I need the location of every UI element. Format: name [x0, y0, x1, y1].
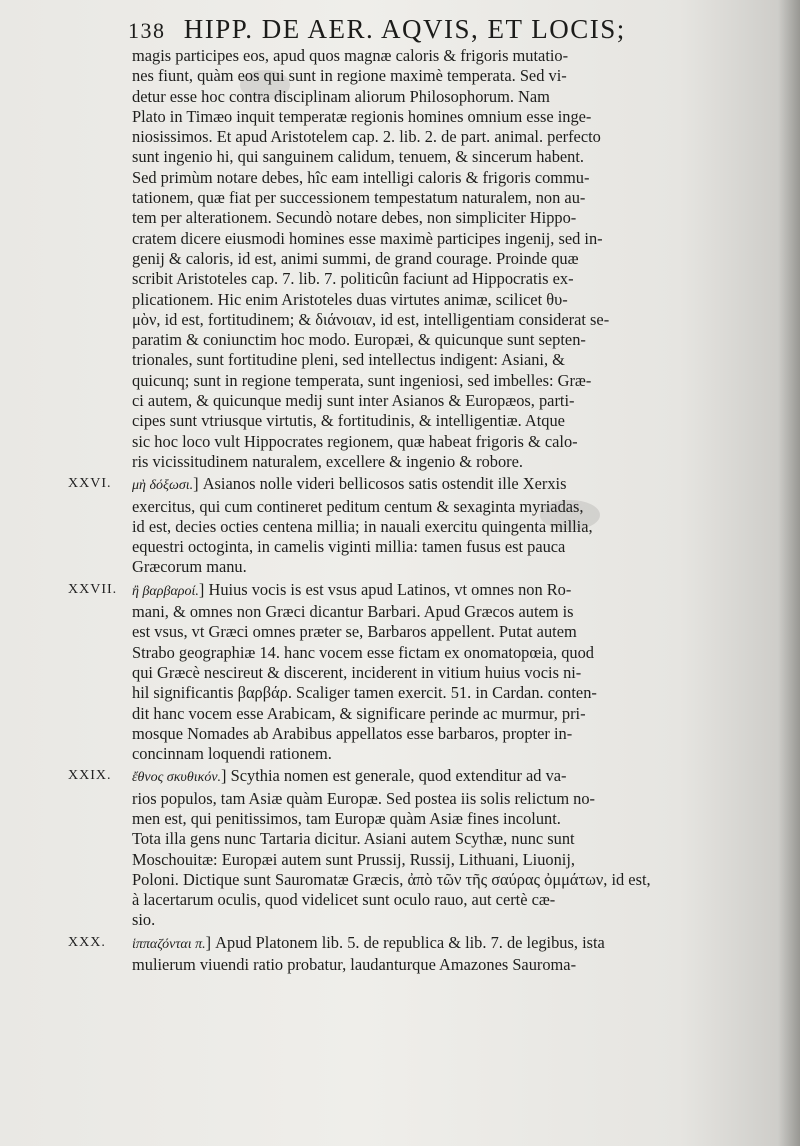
- text-line: ris vicissitudinem naturalem, excellere & ingenio & robore.: [132, 451, 523, 471]
- body-text: [68, 46, 780, 975]
- text-line: cipes sunt vtriusque virtutis, & fortitudinis, & intelligentiæ. Atque: [132, 411, 565, 431]
- text-line: equestri octoginta, in camelis viginti millia: tamen fusus est pauca: [132, 537, 566, 557]
- line-text: ] Asianos nolle videri bellicosos satis ostendit ille Xerxis: [193, 474, 567, 494]
- text-line: sio.: [132, 910, 156, 930]
- text-line: [132, 766, 780, 788]
- text-line: magis participes eos, apud quos magnæ caloris & frigoris mutatio-: [132, 46, 569, 65]
- text-line: Græcorum manu.: [132, 557, 247, 577]
- text-line: hil significantis βαρβάρ. Scaliger tamen exercit. 51. in Cardan. conten-: [132, 683, 597, 703]
- text-line: [132, 474, 780, 496]
- main-paragraph: [132, 46, 780, 472]
- text-line: mani, & omnes non Græci dicantur Barbari. Apud Græcos autem is: [132, 602, 574, 622]
- text-line: plicationem. Hic enim Aristoteles duas virtutes animæ, scilicet θυ-: [132, 289, 568, 309]
- text-line: id est, decies octies centena millia; in nauali exercitu quingenta millia,: [132, 516, 593, 536]
- text-line: exercitus, qui cum contineret peditum centum & sexaginta myriadas,: [132, 496, 584, 516]
- text-line: Strabo geographiæ 14. hanc vocem esse fictam ex onomatopœia, quod: [132, 642, 595, 662]
- text-line: quicunq; sunt in regione temperata, sunt ingeniosi, sed imbelles: Græ-: [132, 370, 592, 390]
- text-line: mulierum viuendi ratio probatur, laudanturque Amazones Sauroma-: [132, 955, 577, 975]
- text-line: μὸν, id est, fortitudinem; & διάνοιαν, id est, intelligentiam considerat se-: [132, 309, 610, 329]
- text-line: dit hanc vocem esse Arabicam, & significare perinde ac murmur, pri-: [132, 703, 586, 723]
- page-number: 138: [128, 18, 166, 43]
- text-line: rios populos, tam Asiæ quàm Europæ. Sed postea iis solis relictum no-: [132, 788, 596, 808]
- text-line: à lacertarum oculis, quod videlicet sunt oculo rauo, aut certè cæ-: [132, 890, 556, 910]
- line-text: ] Huius vocis is est vsus apud Latinos, vt omnes non Ro-: [198, 579, 572, 599]
- text-line: mosque Nomades ab Arabibus appellatos esse barbaros, propter in-: [132, 723, 573, 743]
- text-line: [132, 580, 780, 602]
- text-line: trionales, sunt fortitudine pleni, sed intellectus indigent: Asiani, &: [132, 350, 565, 370]
- text-line: scribit Aristoteles cap. 7. lib. 7. politicûn faciunt ad Hippocratis ex-: [132, 269, 574, 289]
- text-line: Poloni. Dictique sunt Sauromatæ Græcis, ἀπὸ τῶν τῆς σαύρας ὀμμάτων, id est,: [132, 869, 651, 889]
- text-line: ci autem, & quicunque medij sunt inter Asianos & Europæos, parti-: [132, 391, 575, 411]
- text-line: paratim & coniunctim hoc modo. Europæi, & quicunque sunt septen-: [132, 330, 586, 350]
- text-line: sunt ingenio hi, qui sanguinem calidum, tenuem, & sincerum habent.: [132, 147, 585, 167]
- lemma: ἔθνος σκυθικόν.: [132, 770, 222, 786]
- commentary-entry-xxx: [68, 932, 780, 976]
- text-line: concinnam loquendi rationem.: [132, 744, 332, 764]
- text-line: Sed primùm notare debes, hîc eam intelligi caloris & frigoris commu-: [132, 167, 590, 187]
- text-line: cratem dicere eiusmodi homines esse maximè participes ingenij, sed in-: [132, 228, 603, 248]
- lemma: μὴ δόξωσι.: [132, 478, 194, 494]
- line-text: ] Scythia nomen est generale, quod extenditur ad va-: [221, 766, 567, 786]
- marginal-numeral: XXIX.: [68, 768, 112, 784]
- text-line: tationem, quæ fiat per successionem tempestatum naturalem, non au-: [132, 188, 586, 208]
- text-line: detur esse hoc contra disciplinam aliorum Philosophorum. Nam: [132, 86, 550, 106]
- text-line: Plato in Timæo inquit temperatæ regionis homines omnium esse inge-: [132, 106, 592, 126]
- text-line: qui Græcè nescireut & discerent, inciderent in vitium huius vocis ni-: [132, 662, 582, 682]
- text-line: Tota illa gens nunc Tartaria dicitur. Asiani autem Scythæ, nunc sunt: [132, 829, 575, 849]
- marginal-numeral: XXVI.: [68, 476, 112, 492]
- lemma: ἱππαζόνται π.: [132, 936, 206, 952]
- text-line: sic hoc loco vult Hippocrates regionem, quæ habeat frigoris & calo-: [132, 431, 578, 451]
- text-line: [132, 933, 780, 955]
- marginal-numeral: XXVII.: [68, 581, 118, 597]
- text-line: niosissimos. Et apud Aristotelem cap. 2. lib. 2. de part. animal. perfecto: [132, 127, 601, 147]
- line-text: ] Apud Platonem lib. 5. de republica & lib. 7. de legibus, ista: [205, 932, 605, 952]
- text-line: men est, qui penitissimos, tam Europæ quàm Asiæ fines incolunt.: [132, 808, 561, 828]
- lemma: ἢ βαρβαροί.: [132, 583, 199, 599]
- marginal-numeral: XXX.: [68, 934, 106, 950]
- text-line: nes fiunt, quàm eos qui sunt in regione maximè temperata. Sed vi-: [132, 66, 567, 86]
- running-title: HIPP. DE AER. AQVIS, ET LOCIS;: [183, 14, 626, 44]
- commentary-entry-xxvii: [68, 579, 780, 765]
- text-line: tem per alterationem. Secundò notare debes, non simpliciter Hippo-: [132, 208, 577, 228]
- commentary-entry-xxix: [68, 766, 780, 930]
- text-line: Moschouitæ: Europæi autem sunt Prussij, Russij, Lithuani, Liuonij,: [132, 849, 576, 869]
- text-line: genij & caloris, id est, animi summi, de grand courage. Proinde quæ: [132, 248, 579, 268]
- text-line: est vsus, vt Græci omnes præter se, Barbaros appellent. Putat autem: [132, 622, 577, 642]
- page-edge-shadow: [778, 0, 800, 1146]
- commentary-entry-xxvi: [68, 474, 780, 577]
